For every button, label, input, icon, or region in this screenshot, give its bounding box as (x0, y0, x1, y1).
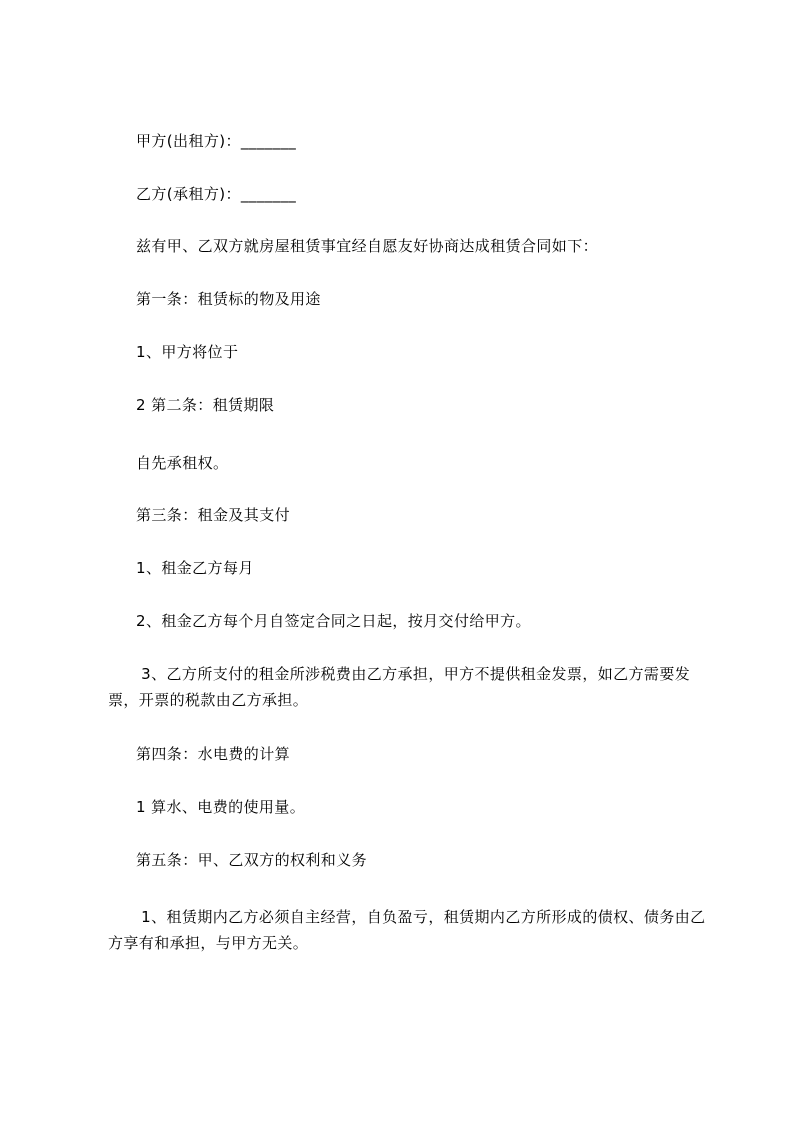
article-3-item-3: 3、乙方所支付的租金所涉税费由乙方承担，甲方不提供租金发票，如乙方需要发票，开票的税款由乙方承担。 (108, 665, 691, 709)
article-4-item-1: 1 算水、电费的使用量。 (136, 798, 306, 816)
article-2-heading: 2 第二条：租赁期限 (136, 396, 275, 414)
article-2-text: 自先承租权。 (136, 454, 229, 472)
article-3-heading: 第三条：租金及其支付 (136, 506, 291, 524)
party-b-line: 乙方(承租方)：_______ (136, 185, 297, 203)
article-5-heading: 第五条：甲、乙双方的权利和义务 (136, 851, 368, 869)
article-4-heading: 第四条：水电费的计算 (136, 745, 291, 763)
article-1-item-1: 1、甲方将位于 (136, 343, 239, 361)
article-5-item-1: 1、租赁期内乙方必须自主经营，自负盈亏，租赁期内乙方所形成的债权、债务由乙方享有和承担，与甲方无关。 (108, 908, 706, 952)
article-1-heading: 第一条：租赁标的物及用途 (136, 290, 321, 308)
article-3-item-1: 1、租金乙方每月 (136, 559, 254, 577)
intro-paragraph: 兹有甲、乙双方就房屋租赁事宜经自愿友好协商达成租赁合同如下： (136, 237, 599, 255)
article-3-item-2: 2、租金乙方每个月自签定合同之日起，按月交付给甲方。 (136, 612, 531, 630)
party-a-line: 甲方(出租方)：_______ (136, 132, 297, 150)
